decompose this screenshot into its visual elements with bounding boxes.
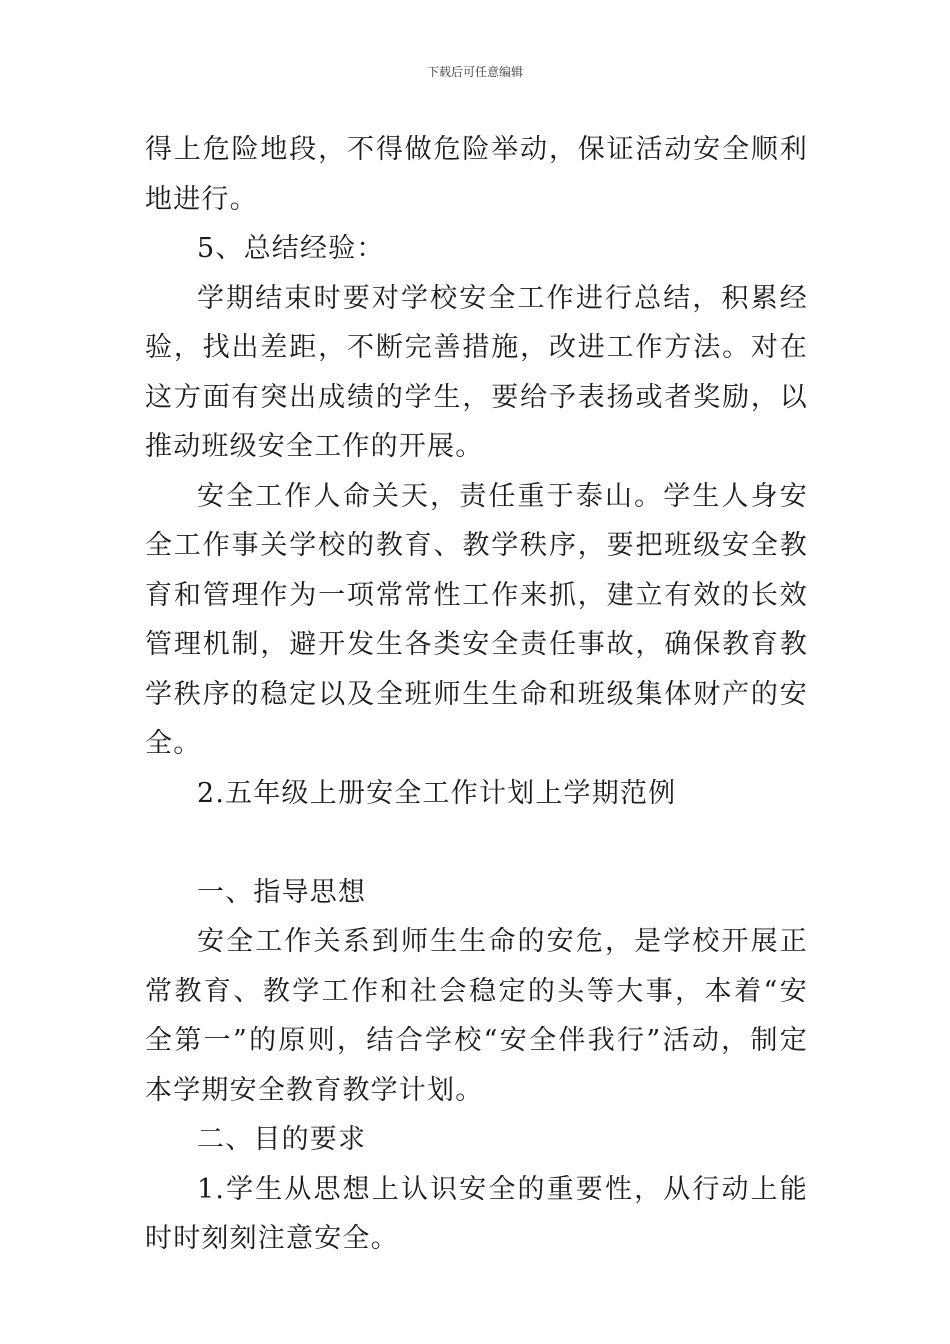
paragraph-safety-importance: 安全工作人命关天，责任重于泰山。学生人身安全工作事关学校的教育、教学秩序，要把班级安全教育和管理作为一项常常性工作来抓，建立有效的长效管理机制，避开发生各类安全责任事故，确保教育教学秩序的稳定以及全班师生生命和班级集体财产的安全。 [145,480,808,759]
document-body [145,125,808,1264]
blank-line [145,818,808,868]
paragraph-activity-safety: 得上危险地段，不得做危险举动，保证活动安全顺利地进行。 [145,134,808,215]
heading-objectives: 二、目的要求 [197,1124,367,1155]
heading-summarize-experience: 5、总结经验： [197,233,385,264]
page-header-note: 下载后可任意编辑 [426,65,523,79]
paragraph-guiding-ideology: 安全工作关系到师生生命的安危，是学校开展正常教育、教学工作和社会稳定的头等大事，本着“安全第一”的原则，结合学校“安全伴我行”活动，制定本学期安全教育教学计划。 [145,926,808,1106]
section-title-plan-example: 2.五年级上册安全工作计划上学期范例 [197,777,677,809]
heading-guiding-ideology: 一、指导思想 [197,876,367,908]
paragraph-semester-summary: 学期结束时要对学校安全工作进行总结，积累经验，找出差距，不断完善措施，改进工作方法。对在这方面有突出成绩的学生，要给予表扬或者奖励，以推动班级安全工作的开展。 [145,282,808,462]
paragraph-objective-1: 1.学生从思想上认识安全的重要性，从行动上能时时刻刻注意安全。 [145,1173,808,1254]
